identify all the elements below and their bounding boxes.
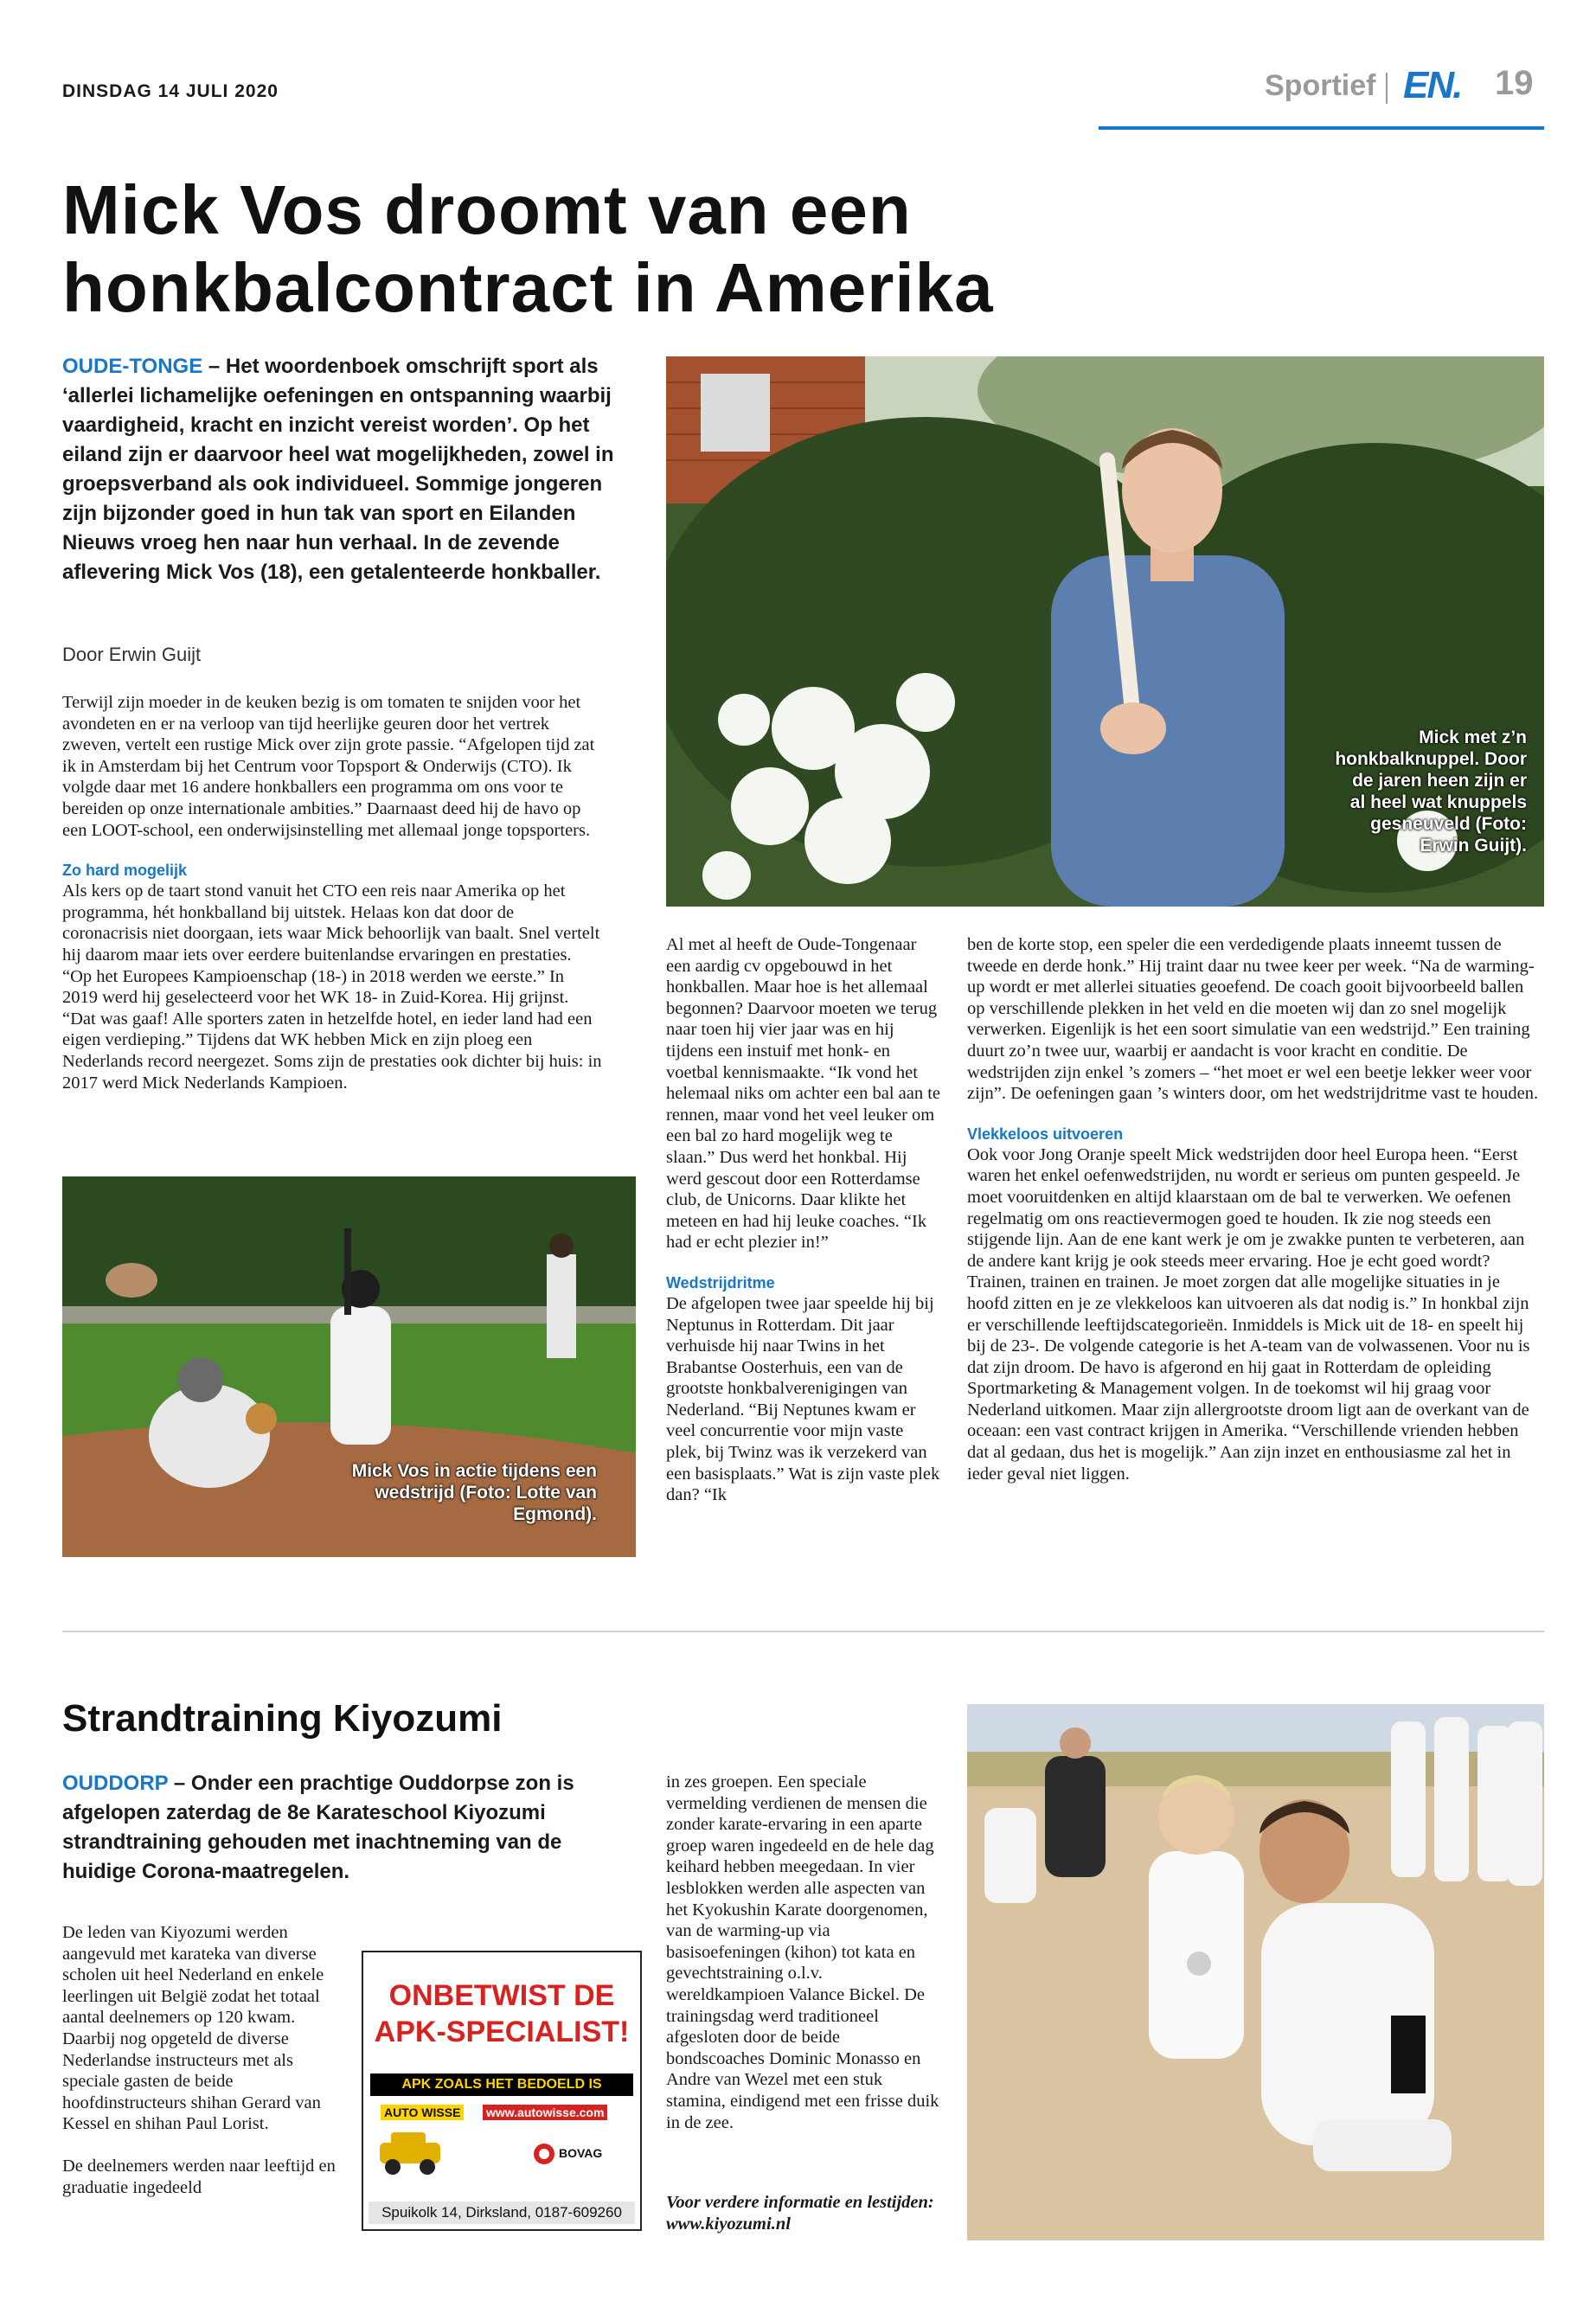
paragraph: Al met al heeft de Oude-Tongenaar een aardig cv opgebouwd in het honkballen. Maar hoe is het allemaal begonnen? Daarvoor moeten we terug naar toen hij vier jaar was en hij tijdens een instuif met honk- en voetbal kennismaakte. “Ik vond het helemaal niks om achter een bal aan te rennen, maar vond het veel leuker om een bal zo hard mogelijk weg te slaan.” Dus werd het honkbal. Hij werd gescout door een Rotterdamse club, de Unicorns. Daar klikte het meteen en had hij leuke coaches. “Ik had er echt plezier in!” [666,935,941,1253]
section-name: Sportief [1265,69,1376,102]
ad-website[interactable]: www.autowisse.com [483,2105,607,2120]
car-icon [375,2125,445,2177]
article-headline [62,171,1100,327]
article-headline: Strandtraining Kiyozumi [62,1697,503,1740]
paragraph: De deelnemers werden naar leeftijd en graduatie ingedeeld [62,2156,336,2197]
article-divider [62,1631,1544,1632]
dateline: OUDDORP [62,1772,169,1795]
photo-caption: Mick met z’n honkbalknuppel. Door de jaren heen zijn er al heel wat knuppels gesneuveld (Foto: Erwin Guijt). [1335,727,1527,856]
article-intro [62,352,616,587]
subheading: Wedstrijdritme [666,1273,775,1292]
intro-text: – Het woordenboek omschrijft sport als ‘allerlei lichamelijke oefeningen en ontspanning waarbij vaardigheid, kracht en inzicht vereist worden’. Op het eiland zijn er daarvoor heel wat mogelijkheden, zowel in groepsverband als ook individueel. Sommige jongeren zijn bijzonder goed in hun tak van sport en Eilanden Nieuws vroeg hen naar hun verhaal. In de zevende aflevering Mick Vos (18), een getalenteerde honkballer. [62,355,614,584]
ad-bovag: BOVAG [559,2146,603,2160]
ad-address: Spuikolk 14, Dirksland, 0187-609260 [369,2202,635,2224]
dateline: OUDE-TONGE [62,355,203,378]
article-intro [62,1769,616,1887]
page-number: 19 [1495,64,1534,102]
ad-tagline: APK ZOALS HET BEDOELD IS [370,2073,633,2096]
headline-line-1: Mick Vos droomt van een [62,171,912,248]
article-column-1 [62,692,603,1093]
byline: Door Erwin Guijt [62,644,202,665]
more-info-link[interactable]: Voor verdere informatie en lestijden: www.kiyozumi.nl [666,2193,934,2234]
subheading: Zo hard mogelijk [62,862,188,880]
ad-title-line-1: ONBETWIST DE [388,1979,615,2012]
article-column-3 [967,934,1544,1484]
advertisement-apk[interactable] [362,1951,642,2231]
bovag-logo-icon [533,2143,555,2165]
ad-title-line-2: APK-SPECIALIST! [374,2016,630,2048]
paragraph: Terwijl zijn moeder in de keuken bezig is om tomaten te snijden voor het avondeten en er na verloop van tijd heerlijke geuren door het vertrek zweven, vertelt een rustige Mick over zijn grote passie. “Afgelopen tijd zat ik in Amsterdam bij het Centrum voor Topsport & Onderwijs (CTO). Ik volgde daar met 16 andere honkballers een programma om ons voor te bereiden op onze internationale ambities.” Daarnaast deed hij de havo op een LOOT-school, een onderwijsinstelling met allemaal jonge topsporters. [62,693,595,840]
photo-illustration [967,1704,1544,2240]
paragraph: Ook voor Jong Oranje speelt Mick wedstrijden door heel Europa heen. “Eerst waren het enkel oefenwedstrijden, nu wordt er serieus om punten gespeeld. Je moet vooruitdenken en altijd klaarstaan om de bal te verwerken. We oefenen regelmatig om ons reactievermogen goed te houden. Ik zie nog steeds een stijgende lijn. Aan de ene kant werk je om je zwakke punten te verbeteren, aan de andere kant krijg je ook steeds meer ervaring. Hoe je echt goed wordt? Trainen, trainen en trainen. Je moet zorgen dat alle mogelijke situaties in je hoofd zitten en je ze vlekkeloos kan uitvoeren als dat nodig is.” In honkbal zijn er verschillende leeftijdscategorieën. Inmiddels is Mick uit de 18- en speelt hij bij de 23-. De volgende categorie is het A-team van de volwassenen. Voor nu is dat zijn droom. De havo is afgerond en hij gaat in Rotterdam de opleiding Sportmarketing & Management volgen. In de toekomst wil hij graag voor Nederland uitkomen. Maar zijn allergrootste droom ligt aan de overkant van de oceaan: een vast contract krijgen in Amerika. “Verschillende vrienden hebben dat al gedaan, dus het is mogelijk.” Aan zijn inzet en enthousiasme zal het in ieder geval niet liggen. [967,1144,1530,1484]
photo-caption: Mick Vos in actie tijdens een wedstrijd (Foto: Lotte van Egmond). [351,1461,597,1524]
header-separator [1386,73,1388,104]
article-column-2 [666,934,941,1506]
ad-brand: AUTO WISSE [381,2105,464,2120]
paragraph: in zes groepen. Een speciale vermelding verdienen de mensen die zonder karate-ervaring in een aparte groep waren ingedeeld en de hele dag keihard hebben meegedaan. In vier lesblokken werden alle aspecten van het Kyokushin Karate doorgenomen, van de warming-up via basisoefeningen (kihon) tot kata en gevechtstraining o.l.v. wereldkampioen Valance Bickel. De trainingsdag werd traditioneel afgesloten door de beide bondscoaches Dominic Monasso en Andre van Wezel met een stuk stamina, eindigend met een frisse duik in de zee. [666,1772,939,2132]
article-column-1 [62,1922,339,2198]
paragraph: De leden van Kiyozumi werden aangevuld met karateka van diverse scholen uit heel Nederland en enkele leerlingen uit België zodat het totaal aantal deelnemers op 120 kwam. Daarbij nog opgeteld de diverse Nederlandse instructeurs met als speciale gasten de beide hoofdinstructeurs shihan Gerard van Kessel en shihan Paul Lorist. [62,1923,324,2134]
article-column-2 [666,1772,941,2133]
headline-line-2: honkbalcontract in Amerika [62,249,994,326]
paragraph: Als kers op de taart stond vanuit het CTO een reis naar Amerika op het programma, hét honkballand bij uitstek. Helaas kon dat door de coronacrisis niet doorgaan, iets waar Mick behoorlijk van baalt. Snel vertelt hij daarom maar iets over eerdere buitenlandse ervaringen en prestaties. “Op het Europees Kampioenschap (18-) in 2018 werden we eerste.” In 2019 werd hij geselecteerd voor het WK 18- in Zuid-Korea. Hij grijnst. “Dat was gaaf! Alle sporters zaten in hetzelfde hotel, en ieder land had een eigen verdieping.” Tijdens dat WK hebben Mick en zijn ploeg een Nederlands record neergezet. Soms zijn de prestaties ook dichter bij huis: in 2017 werd Mick Nederlands Kampioen. [62,881,602,1093]
paragraph: ben de korte stop, een speler die een verdedigende plaats inneemt tussen de tweede en derde honk.” Hij traint daar nu twee keer per week. “Na de warming-up wordt er met allerlei situaties geoefend. De coach gooit bijvoorbeeld ballen op verschillende plekken in het veld en die moeten wij dan zo snel mogelijk verwerken. Eigenlijk is het een soort simulatie van een wedstrijd.” Een training duurt zo’n twee uur, waarbij er aandacht is voor kracht en conditie. De wedstrijden zijn enkel ’s zomers – “het moet er wel een beetje lekker weer voor zijn”. De oefeningen gaan ’s winters door, om het wedstrijdritme vast te houden. [967,935,1539,1104]
intro-text: – Onder een prachtige Ouddorpse zon is afgelopen zaterdag de 8e Karateschool Kiyozumi strandtraining gehouden met inachtneming van de huidige Corona-maatregelen. [62,1772,574,1883]
header-rule [1099,126,1544,130]
newspaper-logo: EN. [1403,64,1462,106]
issue-date: DINSDAG 14 JULI 2020 [62,81,279,101]
paragraph: De afgelopen twee jaar speelde hij bij Neptunus in Rotterdam. Dit jaar verhuisde hij naar Twins in het Brabantse Oosterhuis, een van de grootste honkbalverenigingen van Nederland. “Bij Neptunes kwam er veel concurrentie voor mijn vaste plek, bij Twinz was ik verzekerd van een basisplaats.” Wat is zijn vaste plek dan? “Ik [666,1293,940,1505]
subheading: Vlekkeloos uitvoeren [967,1125,1124,1143]
photo-karate-beach [967,1704,1544,2240]
